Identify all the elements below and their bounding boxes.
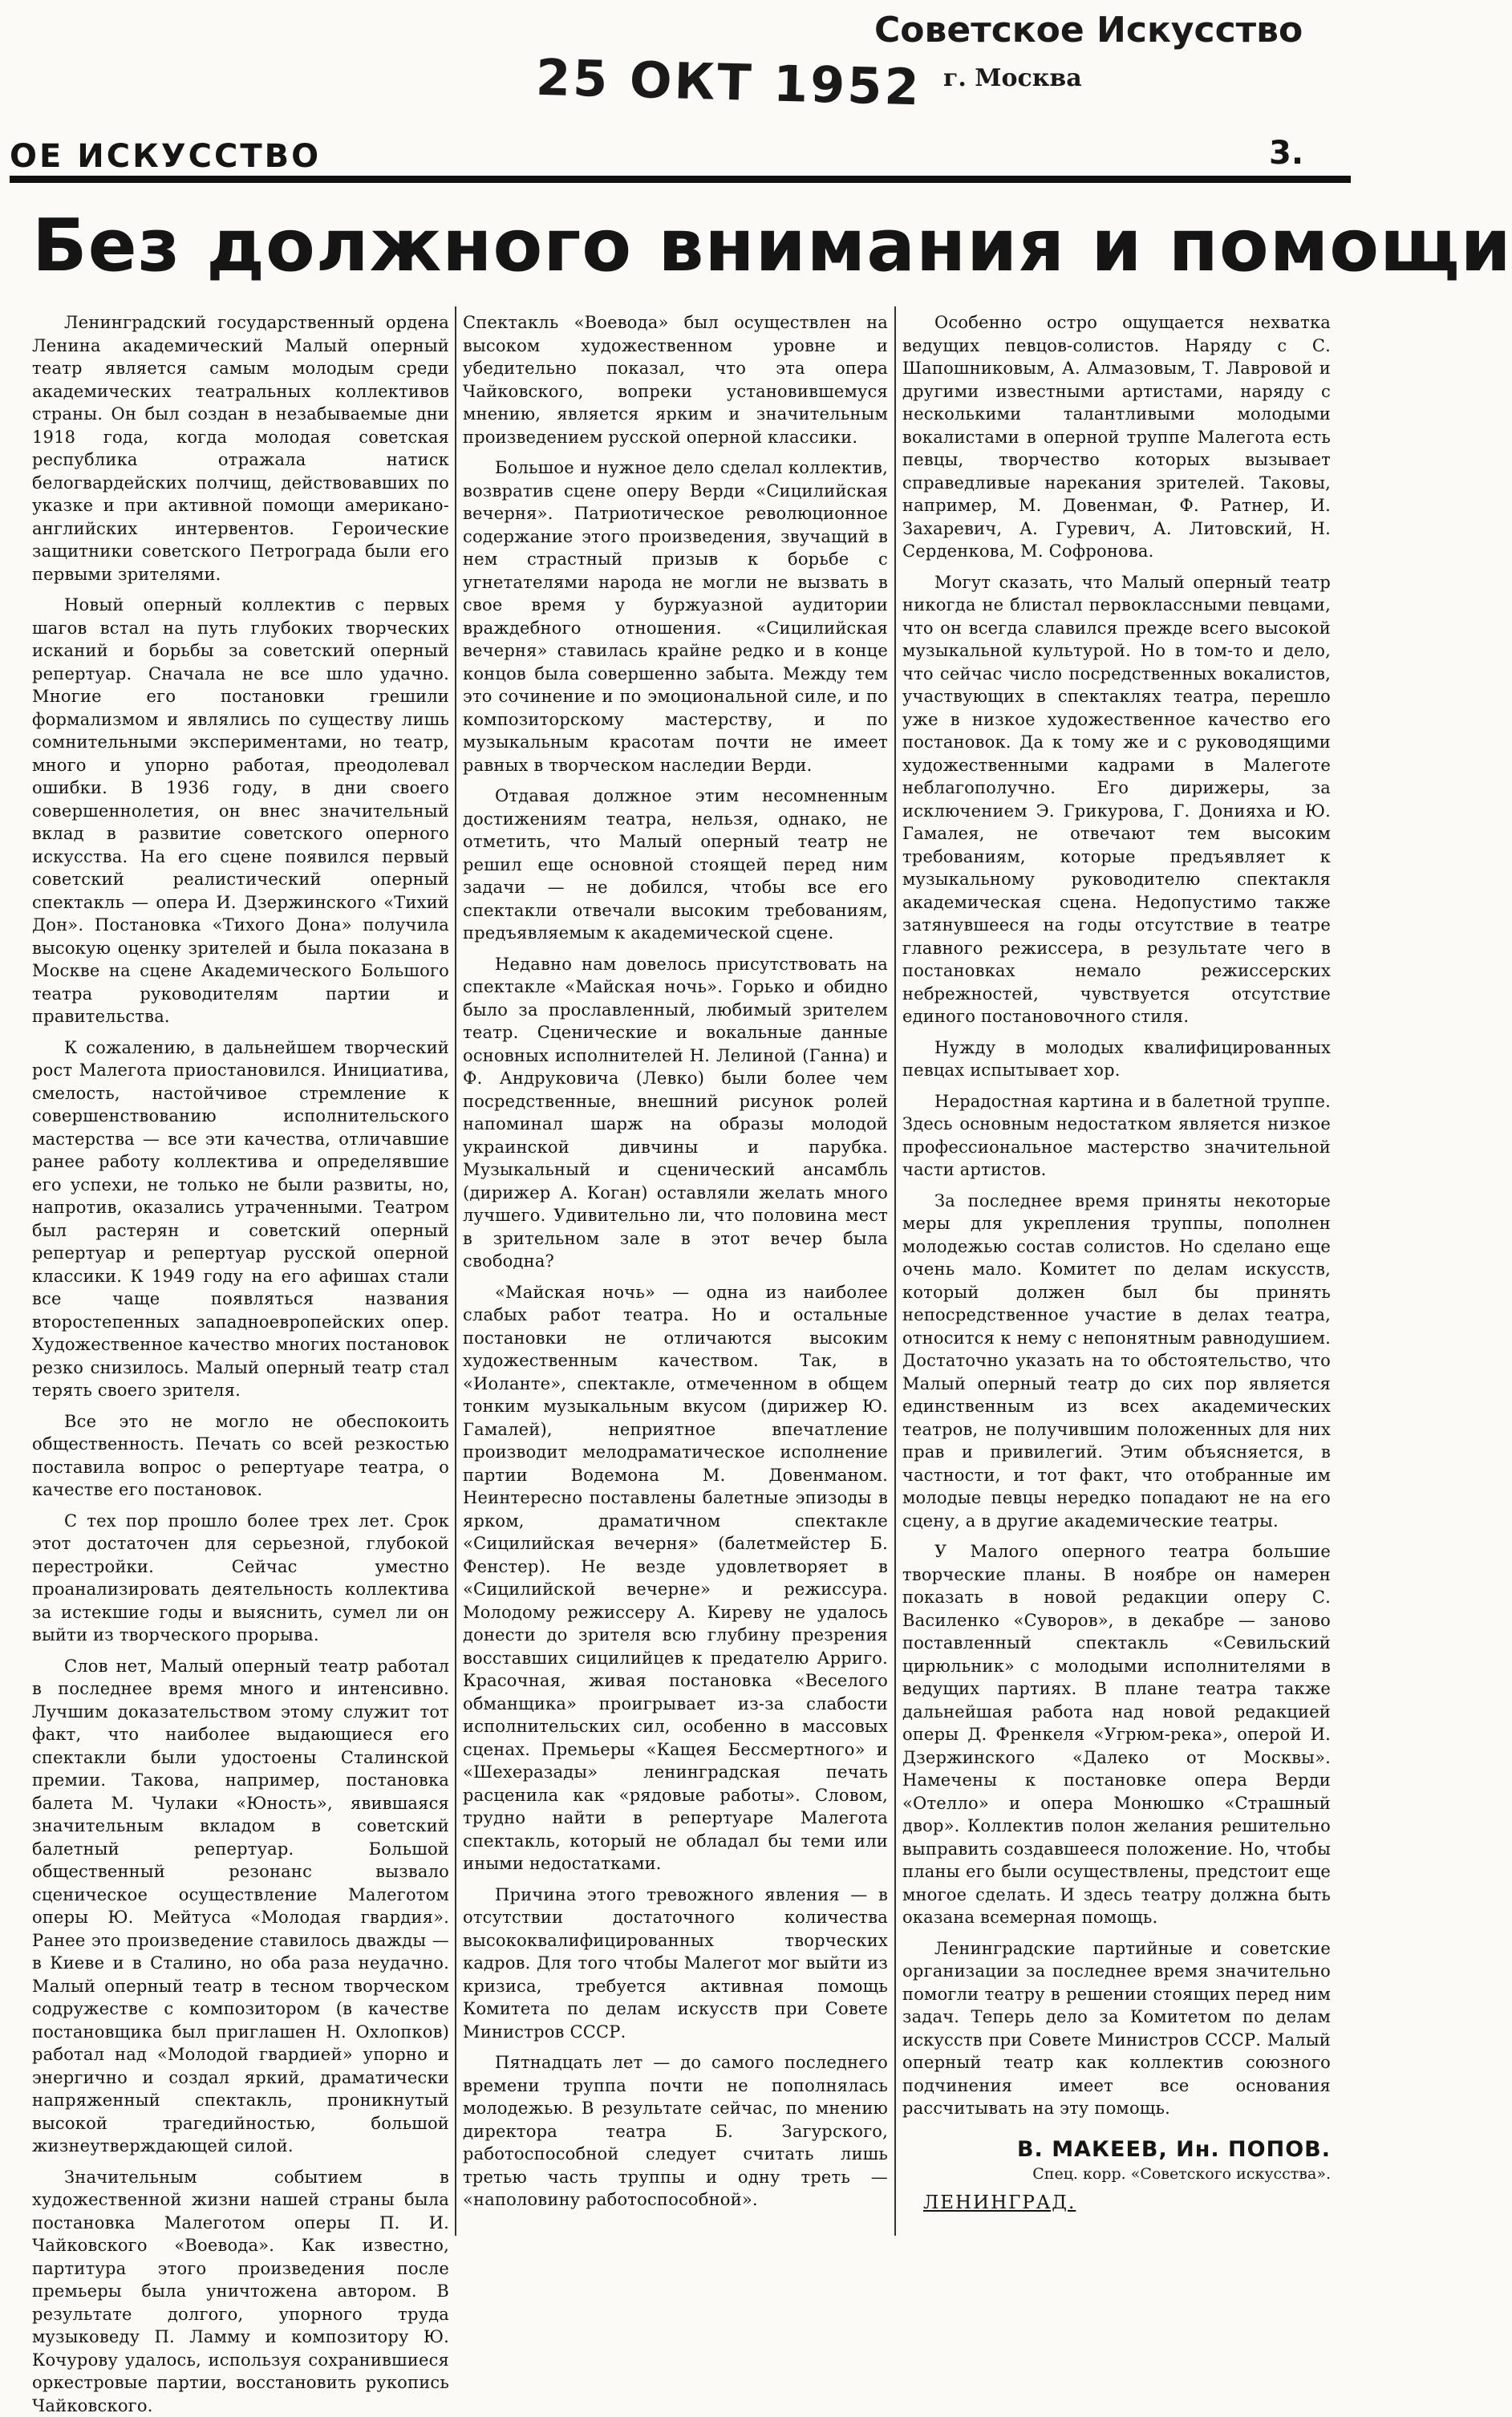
article-column-1 [32,311,449,2237]
paragraph: У Малого оперного театра большие творческие планы. В ноябре он намерен показать в новой редакции оперу С. Василенко «Суворов», в декабре — заново поставленный спектакль «Севильский цирюльник» с молодыми исполнителями в ведущих партиях. В плане театра также дальнейшая работа над новой редакцией оперы Д. Френкеля «Угрюм-река», оперой И. Дзержинского «Далеко от Москвы». Намечены к постановке опера Верди «Отелло» и опера Монюшко «Страшный двор». Коллектив полон желания решительно выправить создавшееся положение. Но, чтобы планы его были осуществлены, предстоит еще многое сделать. И здесь театру должна быть оказана всемерная помощь. [902,1540,1331,1929]
paragraph: Могут сказать, что Малый оперный театр никогда не блистал первоклассными певцами, что он всегда славился прежде всего высокой музыкальной культурой. Но в том-то и дело, что сейчас число посредственных вокалистов, участвующих в спектаклях театра, перешло уже в низкое художественное качество его постановок. Да к тому же и с руководящими художественными кадрами в Малеготе неблагополучно. Его дирижеры, за исключением Э. Грикурова, Г. Донияха и Ю. Гамалея, не отвечают тем высоким требованиям, которые предъявляет к музыкальному руководителю спектакля академическая сцена. Недопустимо также затянувшееся на годы отсутствие в театре главного режиссера, в результате чего в постановках немало режиссерских небрежностей, чувствуется отсутствие единого постановочного стиля. [902,571,1331,1028]
paragraph: Ленинградские партийные и советские организации за последнее время значительно помогли театру в решении стоящих перед ним задач. Теперь дело за Комитетом по делам искусств при Совете Министров СССР. Малый оперный театр как коллектив союзного подчинения имеет все основания рассчитывать на эту помощь. [902,1937,1331,2120]
masthead: ОЕ ИСКУССТВО [10,138,321,175]
paragraph: Пятнадцать лет — до самого последнего времени труппа почти не пополнялась молодежью. В результате сейчас, по мнению директора театра Б. Загурского, работоспособной следует считать лишь третью часть труппы и одну треть — «наполовину работоспособной». [463,2051,888,2212]
paragraph: Отдавая должное этим несомненным достижениям театра, нельзя, однако, не отметить, что Малый оперный театр не решил еще основной стоящей перед ним задачи — не добился, чтобы все его спектакли отвечали высоким требованиям, предъявляемым к академической сцене. [463,785,888,945]
paragraph: За последнее время приняты некоторые меры для укрепления труппы, пополнен молодежью состав солистов. Но сделано еще очень мало. Комитет по делам искусств, который должен был бы принять непосредственное участие в делах театра, относится к нему с непонятным равнодушием. Достаточно указать на то обстоятельство, что Малый оперный театр до сих пор является единственным из всех академических театров, не получившим положенных для них прав и привилегий. Этим объясняется, в частности, и тот факт, что отобранные им молодые певцы нередко попадают не на его сцену, а в другие академические театры. [902,1190,1331,1533]
paragraph: Недавно нам довелось присутствовать на спектакле «Майская ночь». Горько и обидно было за прославленный, любимый зрителем театр. Сценические и вокальные данные основных исполнителей Н. Лелиной (Ганна) и Ф. Андруковича (Левко) были более чем посредственные, внешний рисунок ролей напоминал шарж на образы молодой украинской дивчины и парубка. Музыкальный и сценический ансамбль (дирижер А. Коган) оставляли желать много лучшего. Удивительно ли, что половина мест в зрительном зале в этот вечер была свободна? [463,953,888,1273]
paragraph: Новый оперный коллектив с первых шагов встал на путь глубоких творческих исканий и борьбы за советский оперный репертуар. Сначала не все шло удачно. Многие его постановки грешили формализмом и являлись по существу лишь сомнительными экспериментами, но театр, много и упорно работая, преодолевал ошибки. В 1936 году, в дни своего совершеннолетия, он внес значительный вклад в развитие советского оперного искусства. На его сцене появился первый советский реалистический оперный спектакль — опера И. Дзержинского «Тихий Дон». Постановка «Тихого Дона» получила высокую оценку зрителей и была показана в Москве на сцене Академического Большого театра руководителям партии и правительства. [32,594,449,1028]
newspaper-name-stamp: Советское Искусство [874,10,1303,51]
page-number: 3. [1269,135,1303,172]
paragraph: С тех пор прошло более трех лет. Срок этот достаточен для серьезной, глубокой перестройки. Сейчас уместно проанализировать деятельность коллектива за истекшие годы и выяснить, сумел ли он выйти из творческого прорыва. [32,1510,449,1647]
article-column-2 [463,311,888,2237]
signature-authors: В. МАКЕЕВ, Ин. ПОПОВ. [902,2137,1331,2162]
paragraph: Спектакль «Воевода» был осуществлен на высоком художественном уровне и убедительно показал, что эта опера Чайковского, вопреки установившемуся мнению, является ярким и значительным произведением русской оперной классики. [463,311,888,448]
masthead-rule [10,176,1351,183]
paragraph: Особенно остро ощущается нехватка ведущих певцов-солистов. Наряду с С. Шапошниковым, А. Алмазовым, Т. Лавровой и другими известными артистами, наряду с несколькими талантливыми молодыми вокалистами в оперной труппе Малегота есть певцы, творчество которых вызывает справедливые нарекания зрителей. Таковы, например, М. Довенман, Ф. Ратнер, И. Захаревич, А. Гуревич, А. Литовский, Н. Серденкова, М. Софронова. [902,311,1331,563]
article-column-3 [902,311,1331,2132]
clipping-date-stamp: 25 ОКТ 1952 [535,48,922,117]
paragraph: Большое и нужное дело сделал коллектив, возвратив сцене оперу Верди «Сицилийская вечерня». Патриотическое революционное содержание этого произведения, звучащий в нем страстный призыв к борьбе с угнетателями народа не могли не вызвать в свое время у буржуазной аудитории враждебного отношения. «Сицилийская вечерня» ставилась крайне редко и в конце концов была совершенно забыта. Между тем это сочинение и по эмоциональной силе, и по композиторскому мастерству, и по музыкальным красотам почти не имеет равных в творческом наследии Верди. [463,456,888,777]
paragraph: Все это не могло не обеспокоить общественность. Печать со всей резкостью поставила вопрос о репертуаре театра, о качестве его постановок. [32,1410,449,1502]
article-signature [902,2137,1331,2213]
paragraph: Нужду в молодых квалифицированных певцах испытывает хор. [902,1036,1331,1082]
paragraph: Причина этого тревожного явления — в отсутствии достаточного количества высококвалифицированных творческих кадров. Для того чтобы Малегот мог выйти из кризиса, требуется активная помощь Комитета по делам искусств при Совете Министров СССР. [463,1884,888,2044]
paragraph: К сожалению, в дальнейшем творческий рост Малегота приостановился. Инициатива, смелость, настойчивое стремление к совершенствованию исполнительского мастерства — все эти качества, отличавшие ранее работу коллектива и определявшие его успехи, не только не были развиты, но, напротив, оказались утраченными. Театром был растерян и советский оперный репертуар и репертуар русской оперной классики. К 1949 году на его афишах стали все чаще появляться названия второстепенных западноевропейских опер. Художественное качество многих постановок резко снизилось. Малый оперный театр стал терять своего зрителя. [32,1036,449,1402]
article-headline: Без должного внимания и помощи [32,210,1336,282]
city-stamp: г. Москва [943,64,1082,92]
column-divider [894,306,896,2236]
paragraph: «Майская ночь» — одна из наиболее слабых работ театра. Но и остальные постановки не отличаются высоким художественным качеством. Так, в «Иоланте», спектакле, отмеченном в общем тонким музыкальным вкусом (дирижер Ю. Гамалей), неприятное впечатление производит мелодраматическое исполнение партии Водемона М. Довенманом. Неинтересно поставлены балетные эпизоды в ярком, драматичном спектакле «Сицилийская вечерня» (балетмейстер Б. Фенстер). Не везде удовлетворяет в «Сицилийской вечерне» и режиссура. Молодому режиссеру А. Киреву не удалось донести до зрителя всю глубину презрения восставших сицилийцев к предателю Арриго. Красочная, живая постановка «Веселого обманщика» проигрывает из-за слабости исполнительских сил, особенно в массовых сценах. Премьеры «Кащея Бессмертного» и «Шехеразады» ленинградская печать расценила как «рядовые работы». Словом, трудно найти в репертуаре Малегота спектакль, который не обладал бы теми или иными недостатками. [463,1281,888,1876]
signature-city: ЛЕНИНГРАД. [923,2192,1331,2213]
column-divider [455,306,456,2236]
paragraph: Нерадостная картина и в балетной труппе. Здесь основным недостатком является низкое профессиональное мастерство значительной части артистов. [902,1090,1331,1182]
paragraph: Слов нет, Малый оперный театр работал в последнее время много и интенсивно. Лучшим доказательством этому служит тот факт, что наиболее выдающиеся его спектакли были удостоены Сталинской премии. Такова, например, постановка балета М. Чулаки «Юность», явившаяся значительным вкладом в советский балетный репертуар. Большой общественный резонанс вызвало сценическое осуществление Малеготом оперы Ю. Мейтуса «Молодая гвардия». Ранее это произведение ставилось дважды — в Киеве и в Сталино, но оба раза неудачно. Малый оперный театр в тесном творческом содружестве с композитором (в качестве постановщика был приглашен Н. Охлопков) работал над «Молодой гвардией» упорно и энергично и создал яркий, драматически напряженный спектакль, проникнутый высокой трагедийностью, большой жизнеутверждающей силой. [32,1655,449,2158]
signature-role: Спец. корр. «Советского искусства». [902,2165,1331,2183]
paragraph: Ленинградский государственный ордена Ленина академический Малый оперный театр является самым молодым среди академических театральных коллективов страны. Он был создан в незабываемые дни 1918 года, когда молодая советская республика отражала натиск белогвардейских полчищ, действовавших по указке и при активной помощи американо-английских интервентов. Героические защитники советского Петрограда были его первыми зрителями. [32,311,449,586]
paragraph: Значительным событием в художественной жизни нашей страны была постановка Малеготом оперы П. И. Чайковского «Воевода». Как известно, партитура этого произведения после премьеры была уничтожена автором. В результате долгого, упорного труда музыковеду П. Ламму и композитору Ю. Кочурову удалось, используя сохранившиеся оркестровые партии, восстановить рукопись Чайковского. [32,2166,449,2417]
